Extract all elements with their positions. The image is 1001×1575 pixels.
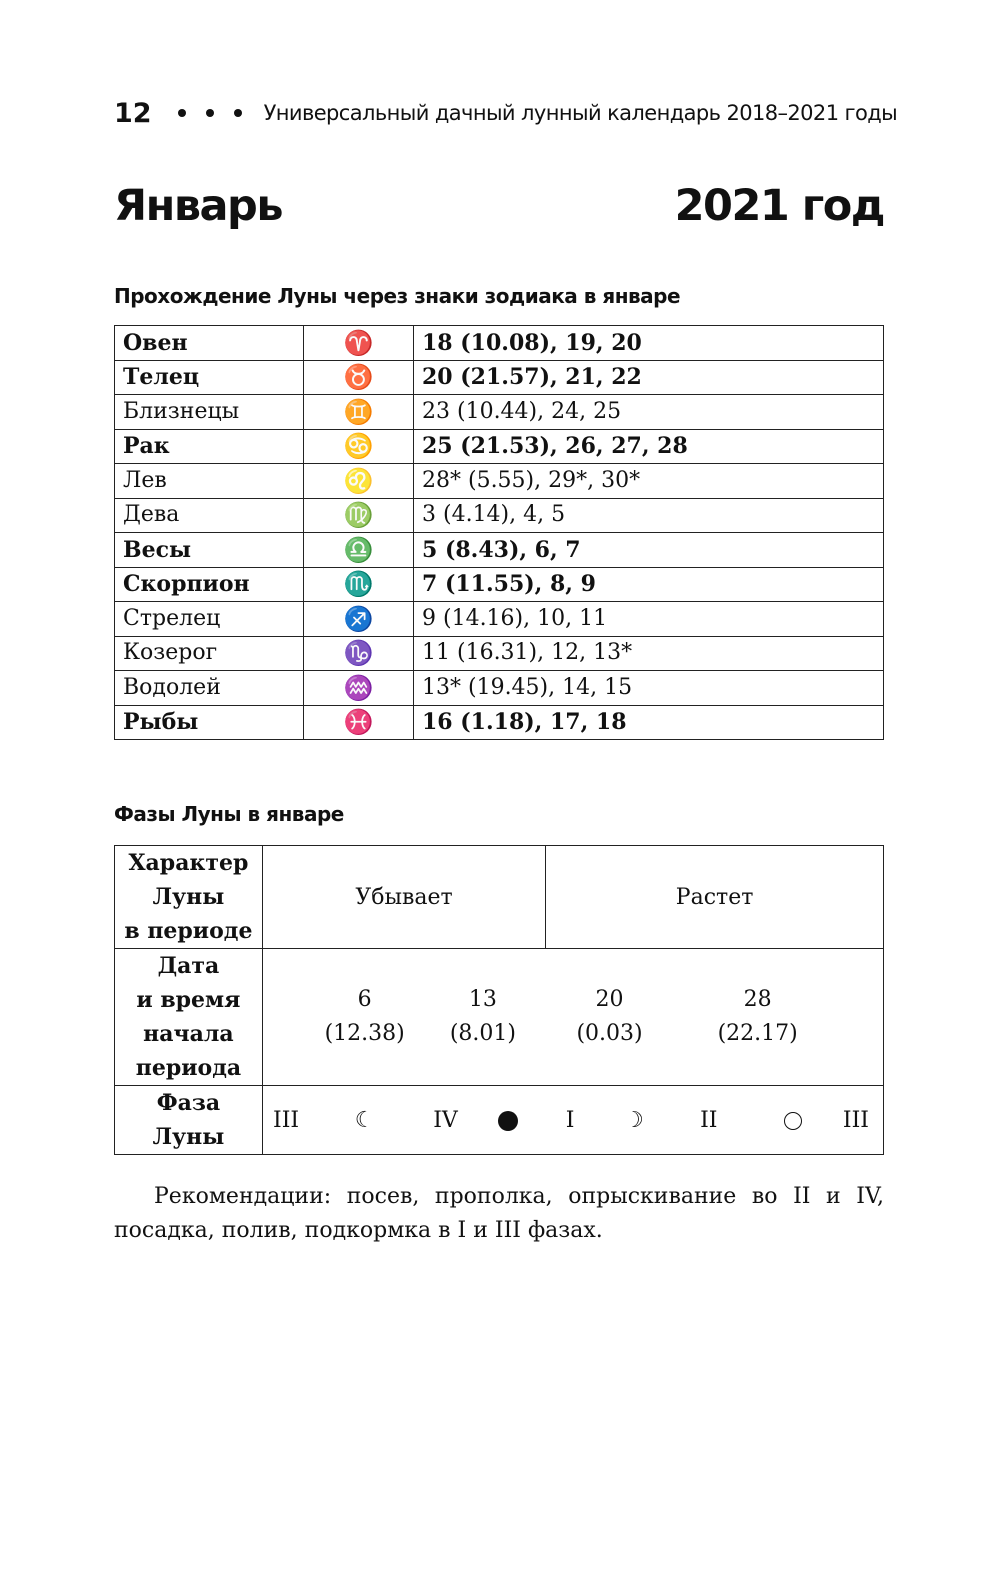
dot-icon [206,109,214,117]
table-row [115,395,884,430]
gemini-icon: ♊ [304,395,414,430]
sign-dates: 20 (21.57), 21, 22 [414,360,884,395]
sign-name: Овен [115,326,304,361]
phase-number: II [673,1086,744,1155]
waning-cell: Убывает [262,846,545,949]
sign-name: Рак [115,429,304,464]
phase-number: I [546,1086,595,1155]
open-circle-icon [784,1112,802,1130]
sign-name: Стрелец [115,602,304,637]
table-row [115,429,884,464]
character-row [115,846,884,949]
phase-number: III [842,1086,884,1155]
empty-cell [262,949,309,1086]
aquarius-icon: ♒ [304,671,414,706]
sign-dates: 11 (16.31), 12, 13* [414,636,884,671]
full-moon-icon [744,1086,842,1155]
empty-cell [842,949,884,1086]
leo-icon: ♌ [304,464,414,499]
character-label: Характер Луны в периоде [115,846,263,949]
table-row [115,326,884,361]
sign-dates: 16 (1.18), 17, 18 [414,705,884,740]
taurus-icon: ♉ [304,360,414,395]
phase-row [115,1086,884,1155]
waning-crescent-icon: ☾ [309,1086,420,1155]
sign-dates: 13* (19.45), 14, 15 [414,671,884,706]
pisces-icon: ♓ [304,705,414,740]
phase-date: 20 (0.03) [546,949,674,1086]
sign-name: Козерог [115,636,304,671]
cancer-icon: ♋ [304,429,414,464]
sign-dates: 9 (14.16), 10, 11 [414,602,884,637]
sign-name: Дева [115,498,304,533]
phases-section-heading: Фазы Луны в январе [114,802,344,826]
table-row [115,533,884,568]
table-row [115,602,884,637]
sign-dates: 23 (10.44), 24, 25 [414,395,884,430]
zodiac-section-heading: Прохождение Луны через знаки зодиака в январе [114,284,681,308]
table-row [115,567,884,602]
sign-dates: 18 (10.08), 19, 20 [414,326,884,361]
sign-name: Телец [115,360,304,395]
sign-dates: 7 (11.55), 8, 9 [414,567,884,602]
waxing-cell: Растет [546,846,884,949]
dates-row [115,949,884,1086]
recommendation-text: Рекомендации: посев, прополка, опрыскивание во II и IV, посадка, полив, подкормка в I и III фазах. [114,1184,884,1243]
virgo-icon: ♍ [304,498,414,533]
phase-number: IV [420,1086,471,1155]
aries-icon: ♈ [304,326,414,361]
sign-dates: 25 (21.53), 26, 27, 28 [414,429,884,464]
sign-name: Рыбы [115,705,304,740]
waxing-crescent-icon: ☽ [595,1086,674,1155]
sign-dates: 5 (8.43), 6, 7 [414,533,884,568]
month-title: Январь [114,181,283,231]
capricorn-icon: ♑ [304,636,414,671]
table-row [115,671,884,706]
table-row [115,360,884,395]
phase-date: 28 (22.17) [673,949,842,1086]
phase-date: 13 (8.01) [420,949,546,1086]
libra-icon: ♎ [304,533,414,568]
sign-name: Лев [115,464,304,499]
table-row [115,464,884,499]
table-row [115,498,884,533]
filled-circle-icon [498,1111,518,1131]
page-number: 12 [114,97,152,129]
dates-label: Дата и время начала периода [115,949,263,1086]
running-head [114,93,898,133]
sagittarius-icon: ♐ [304,602,414,637]
new-moon-icon [471,1086,546,1155]
sign-name: Скорпион [115,567,304,602]
moon-phases-table [114,845,884,1155]
phase-label: Фаза Луны [115,1086,263,1155]
table-row [115,705,884,740]
phase-date: 6 (12.38) [309,949,420,1086]
zodiac-table [114,325,884,740]
sign-dates: 28* (5.55), 29*, 30* [414,464,884,499]
dot-icon [234,109,242,117]
dot-icon [178,109,186,117]
phase-number: III [262,1086,309,1155]
separator-dots [178,109,242,117]
sign-name: Весы [115,533,304,568]
table-row [115,636,884,671]
year-title: 2021 год [674,181,884,231]
sign-name: Близнецы [115,395,304,430]
sign-dates: 3 (4.14), 4, 5 [414,498,884,533]
scorpio-icon: ♏ [304,567,414,602]
sign-name: Водолей [115,671,304,706]
book-title: Универсальный дачный лунный календарь 2018–2021 годы [263,101,898,125]
